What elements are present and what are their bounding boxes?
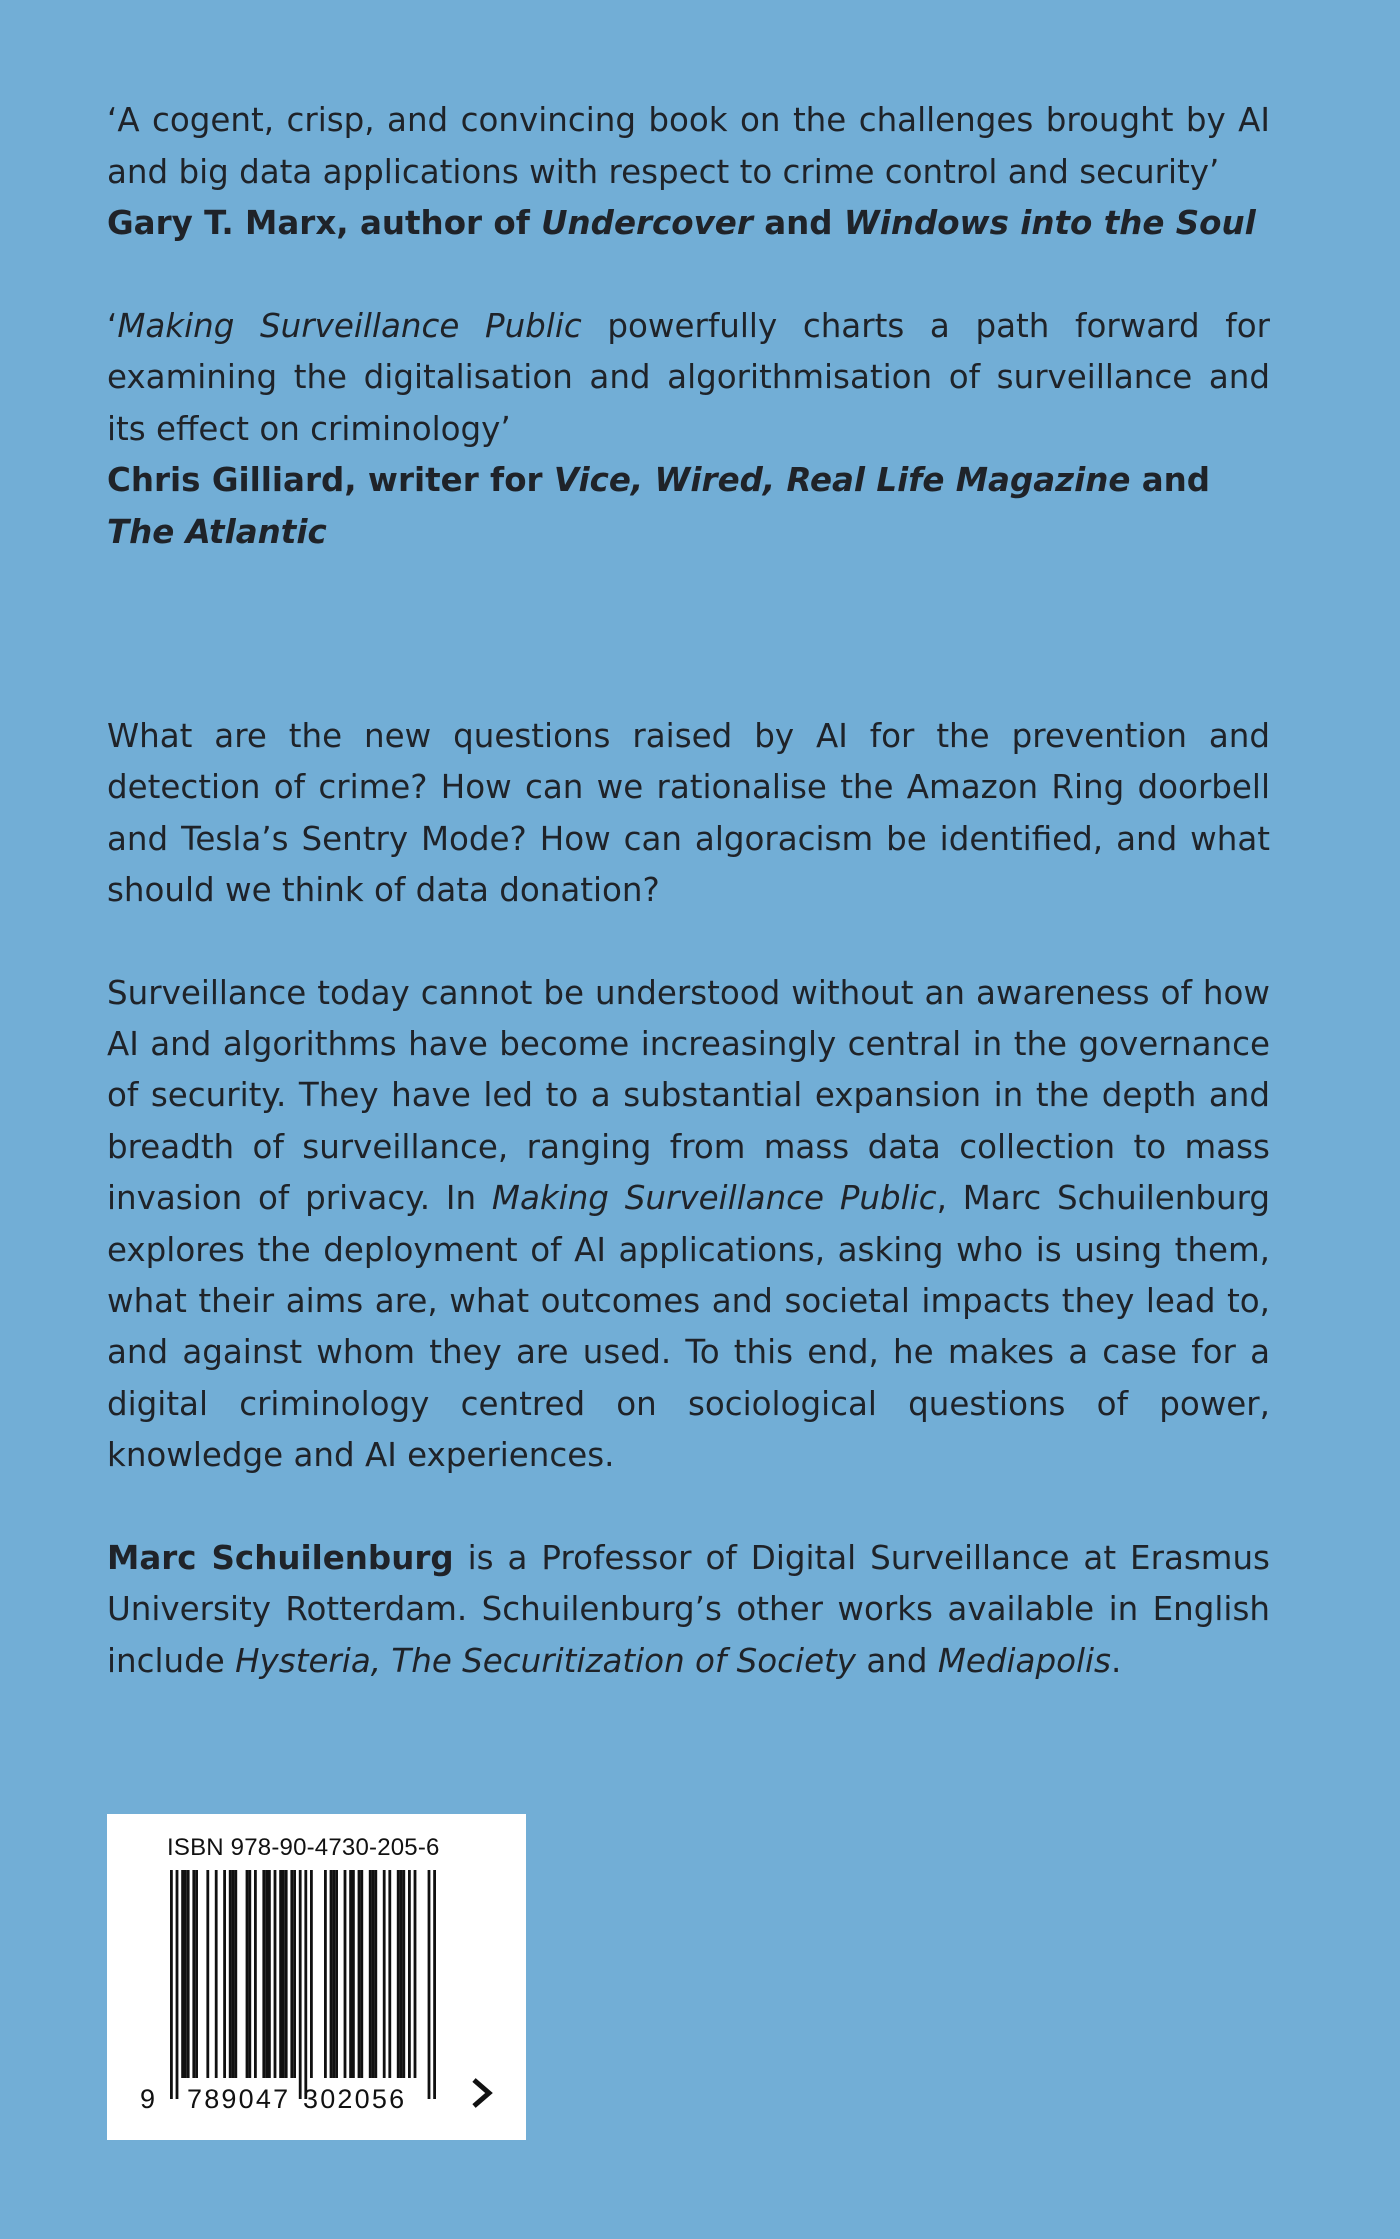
attribution-prefix: Gary T. Marx, author of: [107, 204, 542, 242]
endorsement-quote: ‘A cogent, crisp, and convincing book on the challenges brought by AI and big data applications with respect to crime control and security’: [107, 101, 1270, 191]
bio-conjunction: and: [856, 1641, 938, 1680]
barcode-bar: [248, 1870, 251, 2078]
barcode-bar: [192, 1870, 195, 2078]
attribution-prefix: Chris Gilliard, writer for: [107, 461, 554, 499]
barcode-bar: [388, 1870, 391, 2078]
barcode-bar: [187, 1870, 190, 2078]
barcode-bar: [268, 1870, 271, 2078]
barcode-bar: [408, 1870, 411, 2078]
barcode-bar: [181, 1870, 184, 2078]
barcode-bar: [383, 1870, 386, 2078]
barcode-panel: [107, 1814, 526, 2140]
endorsement-quote: [107, 301, 1270, 456]
barcode-bar: [195, 1870, 198, 2078]
endorsement-1: [107, 95, 1270, 250]
barcode-bar: [274, 1870, 277, 2078]
barcode-bar: [265, 1870, 268, 2078]
isbn-label: ISBN 978-90-4730-205-6: [167, 1834, 440, 1861]
attribution-conjunction: and: [1130, 461, 1211, 499]
barcode-bar: [335, 1870, 338, 2078]
barcode-bar: [330, 1870, 333, 2078]
attribution-conjunction: and: [752, 204, 844, 242]
barcode-digits-right: 302056: [303, 2084, 407, 2114]
barcode-bar: [215, 1870, 218, 2078]
work-title: Windows into the Soul: [843, 204, 1256, 242]
summary-text: , Marc Schuilenburg explores the deployment of AI applications, asking who is using them, what their aims are, what outcomes and societal impacts they lead to, and against whom they are used. To this end, he makes a case for a digital criminology centred on sociological questions of power, knowledge and AI experiences.: [107, 1179, 1270, 1475]
barcode-bar: [206, 1870, 209, 2078]
summary-text: Surveillance today cannot be understood without an awareness of how AI and algorithms have become increasingly central in the governance of security. They have led to a substantial expansion in the depth and breadth of surveillance, ranging from mass data collection to mass invasion of privacy. In: [107, 973, 1270, 1218]
barcode-bar: [433, 1870, 436, 2099]
barcode-bar: [344, 1870, 347, 2078]
barcode-bar: [372, 1870, 375, 2078]
barcode-bar: [170, 1870, 173, 2099]
barcode-bar: [246, 1870, 249, 2078]
quote-mark: ‘: [107, 306, 118, 345]
barcode-bar: [184, 1870, 187, 2078]
barcode-bar: [360, 1870, 363, 2078]
barcode-bar: [293, 1870, 296, 2078]
book-title: Making Surveillance Public: [491, 1179, 937, 1218]
barcode-bar: [262, 1870, 265, 2078]
barcode-bar: [358, 1870, 361, 2078]
chevron-right-icon: [469, 2076, 495, 2110]
barcode-bar: [290, 1870, 293, 2078]
blurb-paragraph-questions: What are the new questions raised by AI for the prevention and detection of crime? How can we rationalise the Amazon Ring doorbell and Tesla’s Sentry Mode? How can algoracism be identified, and what should we think of data donation?: [107, 717, 1270, 910]
other-work: Mediapolis: [937, 1641, 1111, 1680]
outlet-name: The Atlantic: [107, 512, 327, 551]
barcode-bar: [234, 1870, 237, 2078]
barcode-bar: [349, 1870, 352, 2078]
barcode-bar: [397, 1870, 400, 2078]
bio-text: is a Professor of Digital Surveillance at Erasmus University Rotterdam. Schuilenburg’s other works available in English include: [107, 1538, 1270, 1680]
barcode-bar: [223, 1870, 226, 2078]
barcode-bar: [352, 1870, 355, 2078]
bio-period: .: [1110, 1641, 1122, 1680]
work-title: Undercover: [541, 204, 753, 242]
barcode-bar: [299, 1870, 302, 2099]
other-works: Hysteria, The Securitization of Society: [235, 1641, 857, 1680]
barcode-bar: [414, 1870, 417, 2078]
barcode-bar: [229, 1870, 232, 2078]
endorsement-attribution: [107, 455, 1270, 558]
back-cover-text: [107, 95, 1270, 1687]
barcode-bar: [232, 1870, 235, 2078]
barcode-bar: [279, 1870, 282, 2078]
barcode-bar: [304, 1870, 307, 2099]
author-name: Marc Schuilenburg: [107, 1538, 454, 1577]
barcode-bar: [374, 1870, 377, 2078]
barcode-bar: [324, 1870, 327, 2078]
barcode-bar: [428, 1870, 431, 2099]
blurb-paragraph-summary: [107, 968, 1270, 1482]
barcode-bar: [332, 1870, 335, 2078]
barcode-digits-left: 789047: [187, 2084, 291, 2114]
barcode-bar: [282, 1870, 285, 2078]
barcode-bar: [176, 1870, 179, 2099]
author-bio: [107, 1533, 1270, 1687]
outlet-list: Vice, Wired, Real Life Magazine: [553, 461, 1131, 499]
barcode-bar: [254, 1870, 257, 2078]
barcode-bar: [310, 1870, 313, 2078]
quote-text: powerfully charts a path forward for examining the digitalisation and algorithmisation of surveillance and its effect on criminology’: [107, 306, 1270, 448]
barcode-bar: [285, 1870, 288, 2078]
barcode-bar: [402, 1870, 405, 2078]
barcode-bar: [369, 1870, 372, 2078]
endorsement-attribution: [107, 198, 1270, 250]
barcode-digit-first: 9: [140, 2084, 158, 2114]
barcode-bar: [400, 1870, 403, 2078]
endorsement-2: [107, 301, 1270, 559]
book-title: Making Surveillance Public: [117, 306, 582, 345]
